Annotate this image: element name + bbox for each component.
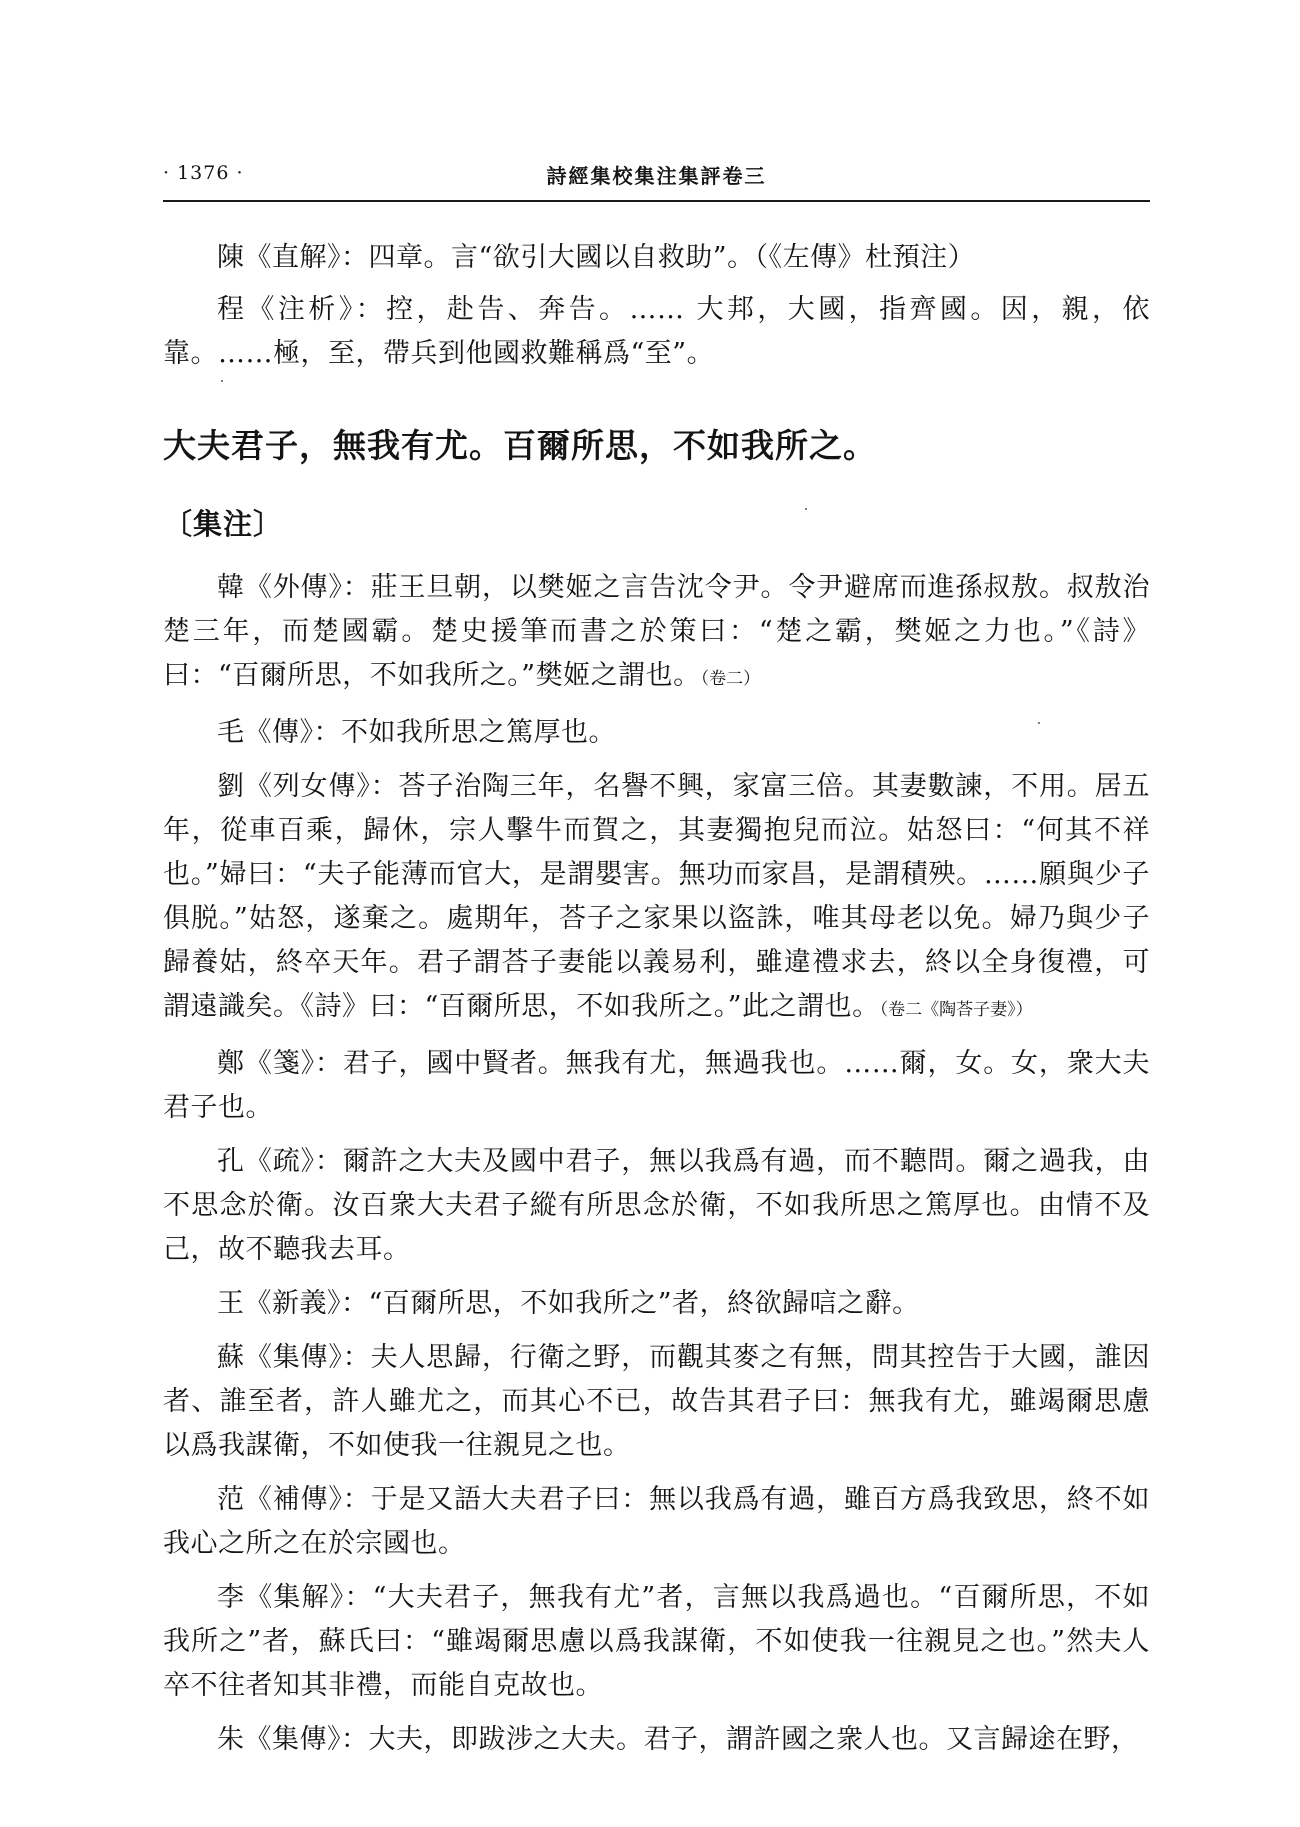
note-kong-shu (163, 1140, 1150, 1272)
note-mao-zhuan (163, 711, 1150, 755)
note-text: 蘇《集傳》：夫人思歸，行衛之野，而觀其麥之有無，問其控告于大國，誰因者、誰至者，許人雖尤之，而其心不已，故告其君子曰：無我有尤，雖竭爾思慮以爲我謀衛，不如使我一往親見之也。 (163, 1342, 1150, 1461)
note-text: 范《補傳》：于是又語大夫君子曰：無以我爲有過，雖百方爲我致思，終不如我心之所之在於宗國也。 (163, 1484, 1150, 1559)
page-number: · 1376 · (163, 162, 244, 184)
note-text: 朱《集傳》：大夫，即跋涉之大夫。君子，謂許國之衆人也。又言歸途在野， (217, 1724, 1139, 1755)
note-text: 李《集解》：“大夫君子，無我有尤”者，言無以我爲過也。“百爾所思，不如我所之”者，蘇氏曰：“雖竭爾思慮以爲我謀衛，不如使我一往親見之也。”然夫人卒不往者知其非禮，而能自克故也。 (163, 1582, 1150, 1701)
note-text: 孔《疏》：爾許之大夫及國中君子，無以我爲有過，而不聽問。爾之過我，由不思念於衛。汝百衆大夫君子縱有所思念於衛，不如我所思之篤厚也。由情不及己，故不聽我去耳。 (163, 1146, 1150, 1265)
verse-heading: 大夫君子，無我有尤。百爾所思，不如我所之。 (163, 426, 877, 465)
note-wang-xinyi (163, 1282, 1150, 1326)
commentary-block (163, 236, 1150, 376)
note-text: 韓《外傳》：莊王旦朝，以樊姬之言告沈令尹。令尹避席而進孫叔敖。叔敖治楚三年，而楚國霸。楚史援筆而書之於策曰：“楚之霸，樊姬之力也。”《詩》曰：“百爾所思，不如我所之。”樊姬之謂也。 (163, 572, 1150, 691)
note-zhu-jizhuan (163, 1718, 1150, 1762)
paragraph-cheng-zhuxi: 程《注析》：控，赴告、奔告。…… 大邦，大國，指齊國。因，親，依靠。……極，至，帶兵到他國救難稱爲“至”。 (163, 294, 1150, 369)
note-text: 鄭《箋》：君子，國中賢者。無我有尤，無過我也。……爾，女。女，衆大夫君子也。 (163, 1048, 1150, 1123)
header-rule (163, 200, 1150, 202)
paragraph-chen-zhijie: 陳《直解》：四章。言“欲引大國以自救助”。（《左傳》杜預注） (217, 242, 976, 273)
note-su-jizhuan (163, 1336, 1150, 1468)
note-text: 劉《列女傳》：荅子治陶三年，名譽不興，家富三倍。其妻數諫，不用。居五年，從車百乘，歸休，宗人擊牛而賀之，其妻獨抱兒而泣。姑怒曰：“何其不祥也。”婦曰：“夫子能薄而官大，是謂嬰害。無功而家昌，是謂積殃。……願與少子俱脱。”姑怒，遂棄之。處期年，荅子之家果以盜誅，唯其母老以免。婦乃與少子歸養姑，終卒天年。君子謂荅子妻能以義易利，雖違禮求去，終以全身復禮，可謂遠識矣。《詩》曰：“百爾所思，不如我所之。”此之謂也。 (163, 771, 1150, 1022)
note-li-jijie (163, 1576, 1150, 1708)
running-title: 詩經集校集注集評卷三 (546, 164, 767, 188)
scan-speck (221, 380, 223, 382)
note-zheng-jian (163, 1042, 1150, 1130)
note-fan-buzhuan (163, 1478, 1150, 1566)
note-text: 毛《傳》：不如我所思之篤厚也。 (217, 717, 616, 748)
scan-speck (1038, 722, 1040, 724)
note-han-waizhuan (163, 566, 1150, 701)
note-source: （卷二《陶荅子妻》） (879, 1000, 1033, 1020)
page-header (163, 160, 1150, 200)
collected-notes (163, 566, 1150, 1762)
note-source: （卷二） (700, 669, 761, 689)
note-text: 王《新義》：“百爾所思，不如我所之”者，終欲歸唁之辭。 (217, 1288, 920, 1319)
section-label-collected-notes: 〔集注〕 (163, 507, 284, 541)
scan-speck (805, 508, 807, 510)
note-liu-lienuzhuan (163, 765, 1150, 1032)
